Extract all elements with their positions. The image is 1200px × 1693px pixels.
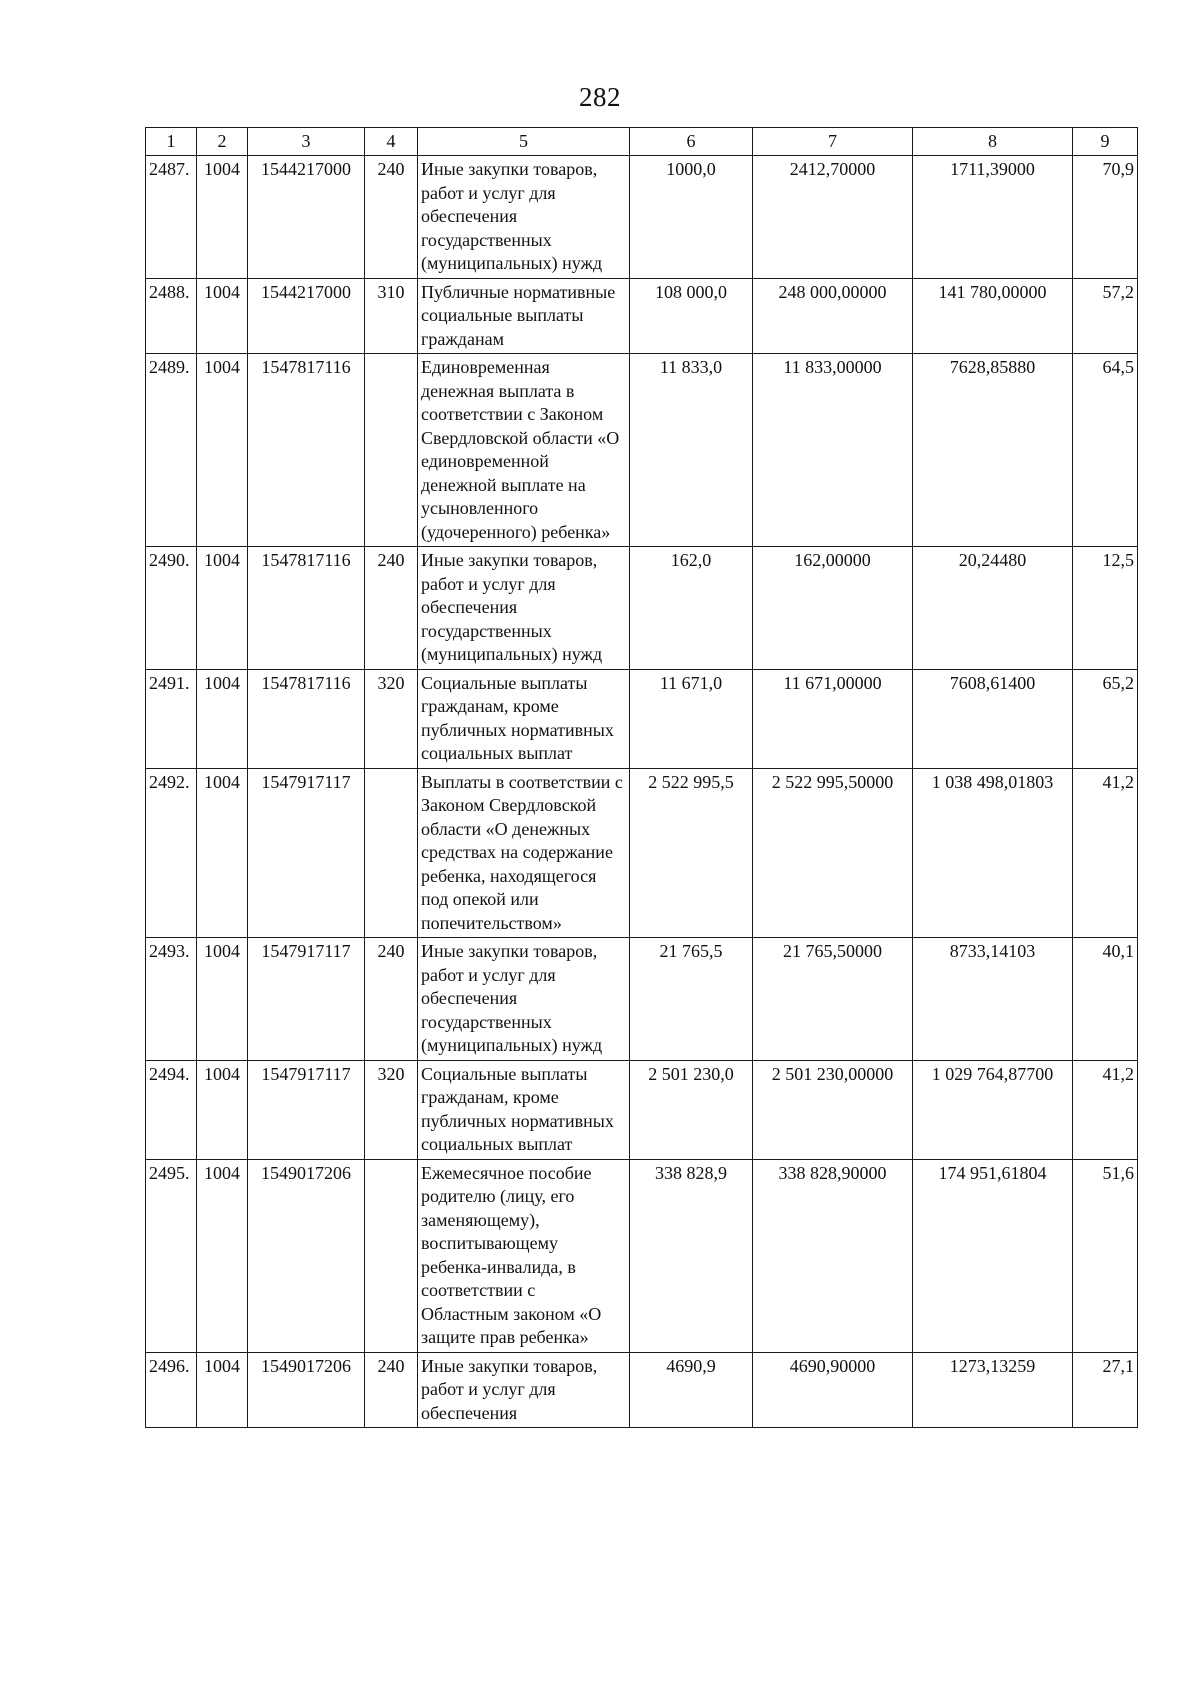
table-header-row [146,128,1138,156]
value-col7: 21 765,50000 [753,938,913,1061]
row-number: 2496. [146,1352,197,1428]
target-code: 1547817116 [248,354,365,547]
value-col8: 7628,85880 [913,354,1073,547]
row-number: 2488. [146,278,197,354]
section-code: 1004 [197,547,248,670]
target-code: 1549017206 [248,1352,365,1428]
column-header: 5 [418,128,630,156]
value-col8: 174 951,61804 [913,1159,1073,1352]
item-name: Иные закупки товаров, работ и услуг для обеспечения [418,1352,630,1428]
column-header: 7 [753,128,913,156]
percent-col9: 57,2 [1073,278,1138,354]
value-col6: 11 671,0 [630,669,753,768]
value-col7: 4690,90000 [753,1352,913,1428]
value-col8: 1711,39000 [913,156,1073,279]
target-code: 1549017206 [248,1159,365,1352]
row-number: 2495. [146,1159,197,1352]
value-col6: 21 765,5 [630,938,753,1061]
target-code: 1547917117 [248,1060,365,1159]
value-col8: 8733,14103 [913,938,1073,1061]
item-name: Иные закупки товаров, работ и услуг для обеспечения государственных (муниципальных) нужд [418,938,630,1061]
item-name: Публичные нормативные социальные выплаты гражданам [418,278,630,354]
table-row [146,1159,1138,1352]
target-code: 1547917117 [248,938,365,1061]
column-header: 8 [913,128,1073,156]
item-name: Выплаты в соответствии с Законом Свердловской области «О денежных средствах на содержание ребенка, находящегося под опекой или попечительством» [418,768,630,938]
percent-col9: 40,1 [1073,938,1138,1061]
percent-col9: 70,9 [1073,156,1138,279]
value-col6: 108 000,0 [630,278,753,354]
target-code: 1547917117 [248,768,365,938]
table-row [146,547,1138,670]
row-number: 2489. [146,354,197,547]
percent-col9: 27,1 [1073,1352,1138,1428]
column-header: 9 [1073,128,1138,156]
value-col8: 1 029 764,87700 [913,1060,1073,1159]
table-row [146,156,1138,279]
table-row [146,768,1138,938]
item-name: Иные закупки товаров, работ и услуг для обеспечения государственных (муниципальных) нужд [418,156,630,279]
value-col6: 338 828,9 [630,1159,753,1352]
expense-type-code: 240 [365,1352,418,1428]
expense-type-code: 240 [365,938,418,1061]
value-col7: 2412,70000 [753,156,913,279]
section-code: 1004 [197,156,248,279]
value-col6: 2 522 995,5 [630,768,753,938]
target-code: 1547817116 [248,669,365,768]
table-row [146,1352,1138,1428]
section-code: 1004 [197,1159,248,1352]
budget-table [145,127,1138,1428]
row-number: 2490. [146,547,197,670]
expense-type-code [365,768,418,938]
row-number: 2487. [146,156,197,279]
table-row [146,938,1138,1061]
table-row [146,278,1138,354]
column-header: 4 [365,128,418,156]
percent-col9: 65,2 [1073,669,1138,768]
value-col7: 248 000,00000 [753,278,913,354]
table-row [146,669,1138,768]
section-code: 1004 [197,354,248,547]
value-col6: 11 833,0 [630,354,753,547]
item-name: Социальные выплаты гражданам, кроме публичных нормативных социальных выплат [418,669,630,768]
value-col8: 1273,13259 [913,1352,1073,1428]
value-col6: 2 501 230,0 [630,1060,753,1159]
column-header: 3 [248,128,365,156]
expense-type-code: 320 [365,669,418,768]
expense-type-code: 310 [365,278,418,354]
table-row [146,1060,1138,1159]
value-col6: 1000,0 [630,156,753,279]
section-code: 1004 [197,1060,248,1159]
section-code: 1004 [197,669,248,768]
row-number: 2491. [146,669,197,768]
expense-type-code [365,354,418,547]
value-col7: 2 522 995,50000 [753,768,913,938]
item-name: Ежемесячное пособие родителю (лицу, его заменяющему), воспитывающему ребенка-инвалида, в соответствии с Областным законом «О защите прав ребенка» [418,1159,630,1352]
percent-col9: 12,5 [1073,547,1138,670]
percent-col9: 51,6 [1073,1159,1138,1352]
value-col7: 338 828,90000 [753,1159,913,1352]
expense-type-code: 240 [365,156,418,279]
expense-type-code [365,1159,418,1352]
section-code: 1004 [197,1352,248,1428]
row-number: 2493. [146,938,197,1061]
percent-col9: 41,2 [1073,768,1138,938]
row-number: 2494. [146,1060,197,1159]
column-header: 2 [197,128,248,156]
section-code: 1004 [197,278,248,354]
value-col8: 141 780,00000 [913,278,1073,354]
table-row [146,354,1138,547]
value-col7: 11 671,00000 [753,669,913,768]
column-header: 6 [630,128,753,156]
target-code: 1544217000 [248,278,365,354]
column-header: 1 [146,128,197,156]
item-name: Социальные выплаты гражданам, кроме публичных нормативных социальных выплат [418,1060,630,1159]
percent-col9: 41,2 [1073,1060,1138,1159]
row-number: 2492. [146,768,197,938]
percent-col9: 64,5 [1073,354,1138,547]
item-name: Иные закупки товаров, работ и услуг для обеспечения государственных (муниципальных) нужд [418,547,630,670]
value-col8: 20,24480 [913,547,1073,670]
expense-type-code: 320 [365,1060,418,1159]
value-col6: 4690,9 [630,1352,753,1428]
target-code: 1547817116 [248,547,365,670]
value-col7: 11 833,00000 [753,354,913,547]
value-col7: 2 501 230,00000 [753,1060,913,1159]
value-col8: 1 038 498,01803 [913,768,1073,938]
page-number: 282 [579,82,621,112]
item-name: Единовременная денежная выплата в соответствии с Законом Свердловской области «О единовременной денежной выплате на усыновленного (удочеренного) ребенка» [418,354,630,547]
expense-type-code: 240 [365,547,418,670]
value-col7: 162,00000 [753,547,913,670]
value-col6: 162,0 [630,547,753,670]
value-col8: 7608,61400 [913,669,1073,768]
section-code: 1004 [197,938,248,1061]
target-code: 1544217000 [248,156,365,279]
section-code: 1004 [197,768,248,938]
